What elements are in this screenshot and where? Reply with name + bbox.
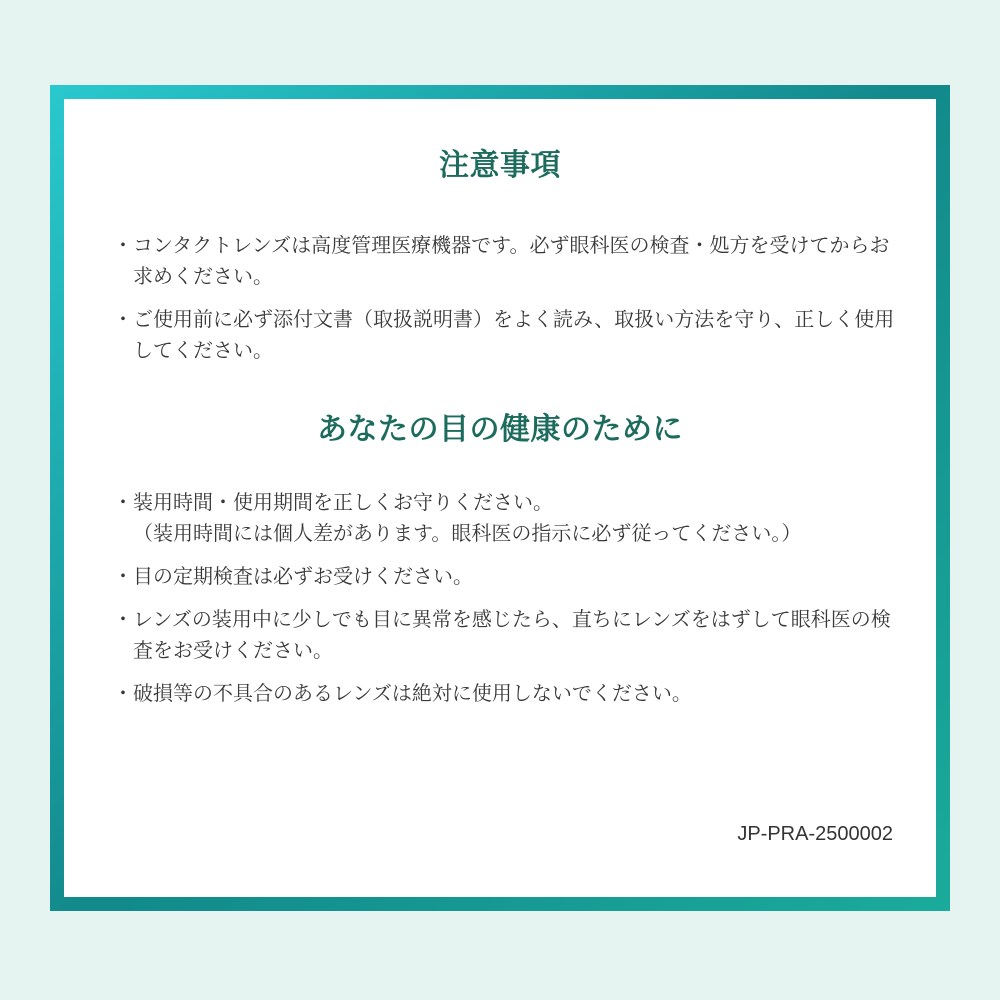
list-item-text: 目の定期検査は必ずお受けください。 [133,566,473,588]
bullet-marker: ・ [113,683,133,705]
section-heading-eye-health: あなたの目の健康のために [317,413,683,446]
list-item-text: レンズの装用中に少しでも目に異常を感じたら、直ちにレンズをはずして眼科医の検査をお受けください。 [133,609,891,662]
bullet-marker: ・ [113,235,133,257]
list-item-text: コンタクトレンズは高度管理医療機器です。必ず眼科医の検査・処方を受けてからお求めください。 [133,235,890,288]
eye-health-list [64,448,936,710]
list-item-text: 破損等の不具合のあるレンズは絶対に使用しないでください。 [133,683,692,705]
list-item [113,488,898,550]
list-item [113,605,898,667]
list-item-text-with-note [133,488,898,550]
list-item-text: ご使用前に必ず添付文書（取扱説明書）をよく読み、取扱い方法を守り、正しく使用してください。 [133,309,895,362]
list-item-note: （装用時間には個人差があります。眼科医の指示に必ず従ってください。） [133,523,802,545]
bullet-marker: ・ [113,609,133,631]
list-item [113,562,898,593]
bullet-marker: ・ [113,566,133,588]
list-item [113,679,898,710]
list-item-text: 装用時間・使用期間を正しくお守りください。 [133,492,553,514]
list-item [113,231,898,293]
notice-card-border [50,85,950,911]
bullet-marker: ・ [113,309,133,331]
notice-card [64,99,936,897]
precautions-list [64,184,936,367]
bullet-marker: ・ [113,492,133,514]
document-code: JP-PRA-2500002 [737,823,893,845]
section-heading-precautions: 注意事項 [439,149,561,182]
list-item [113,305,898,367]
